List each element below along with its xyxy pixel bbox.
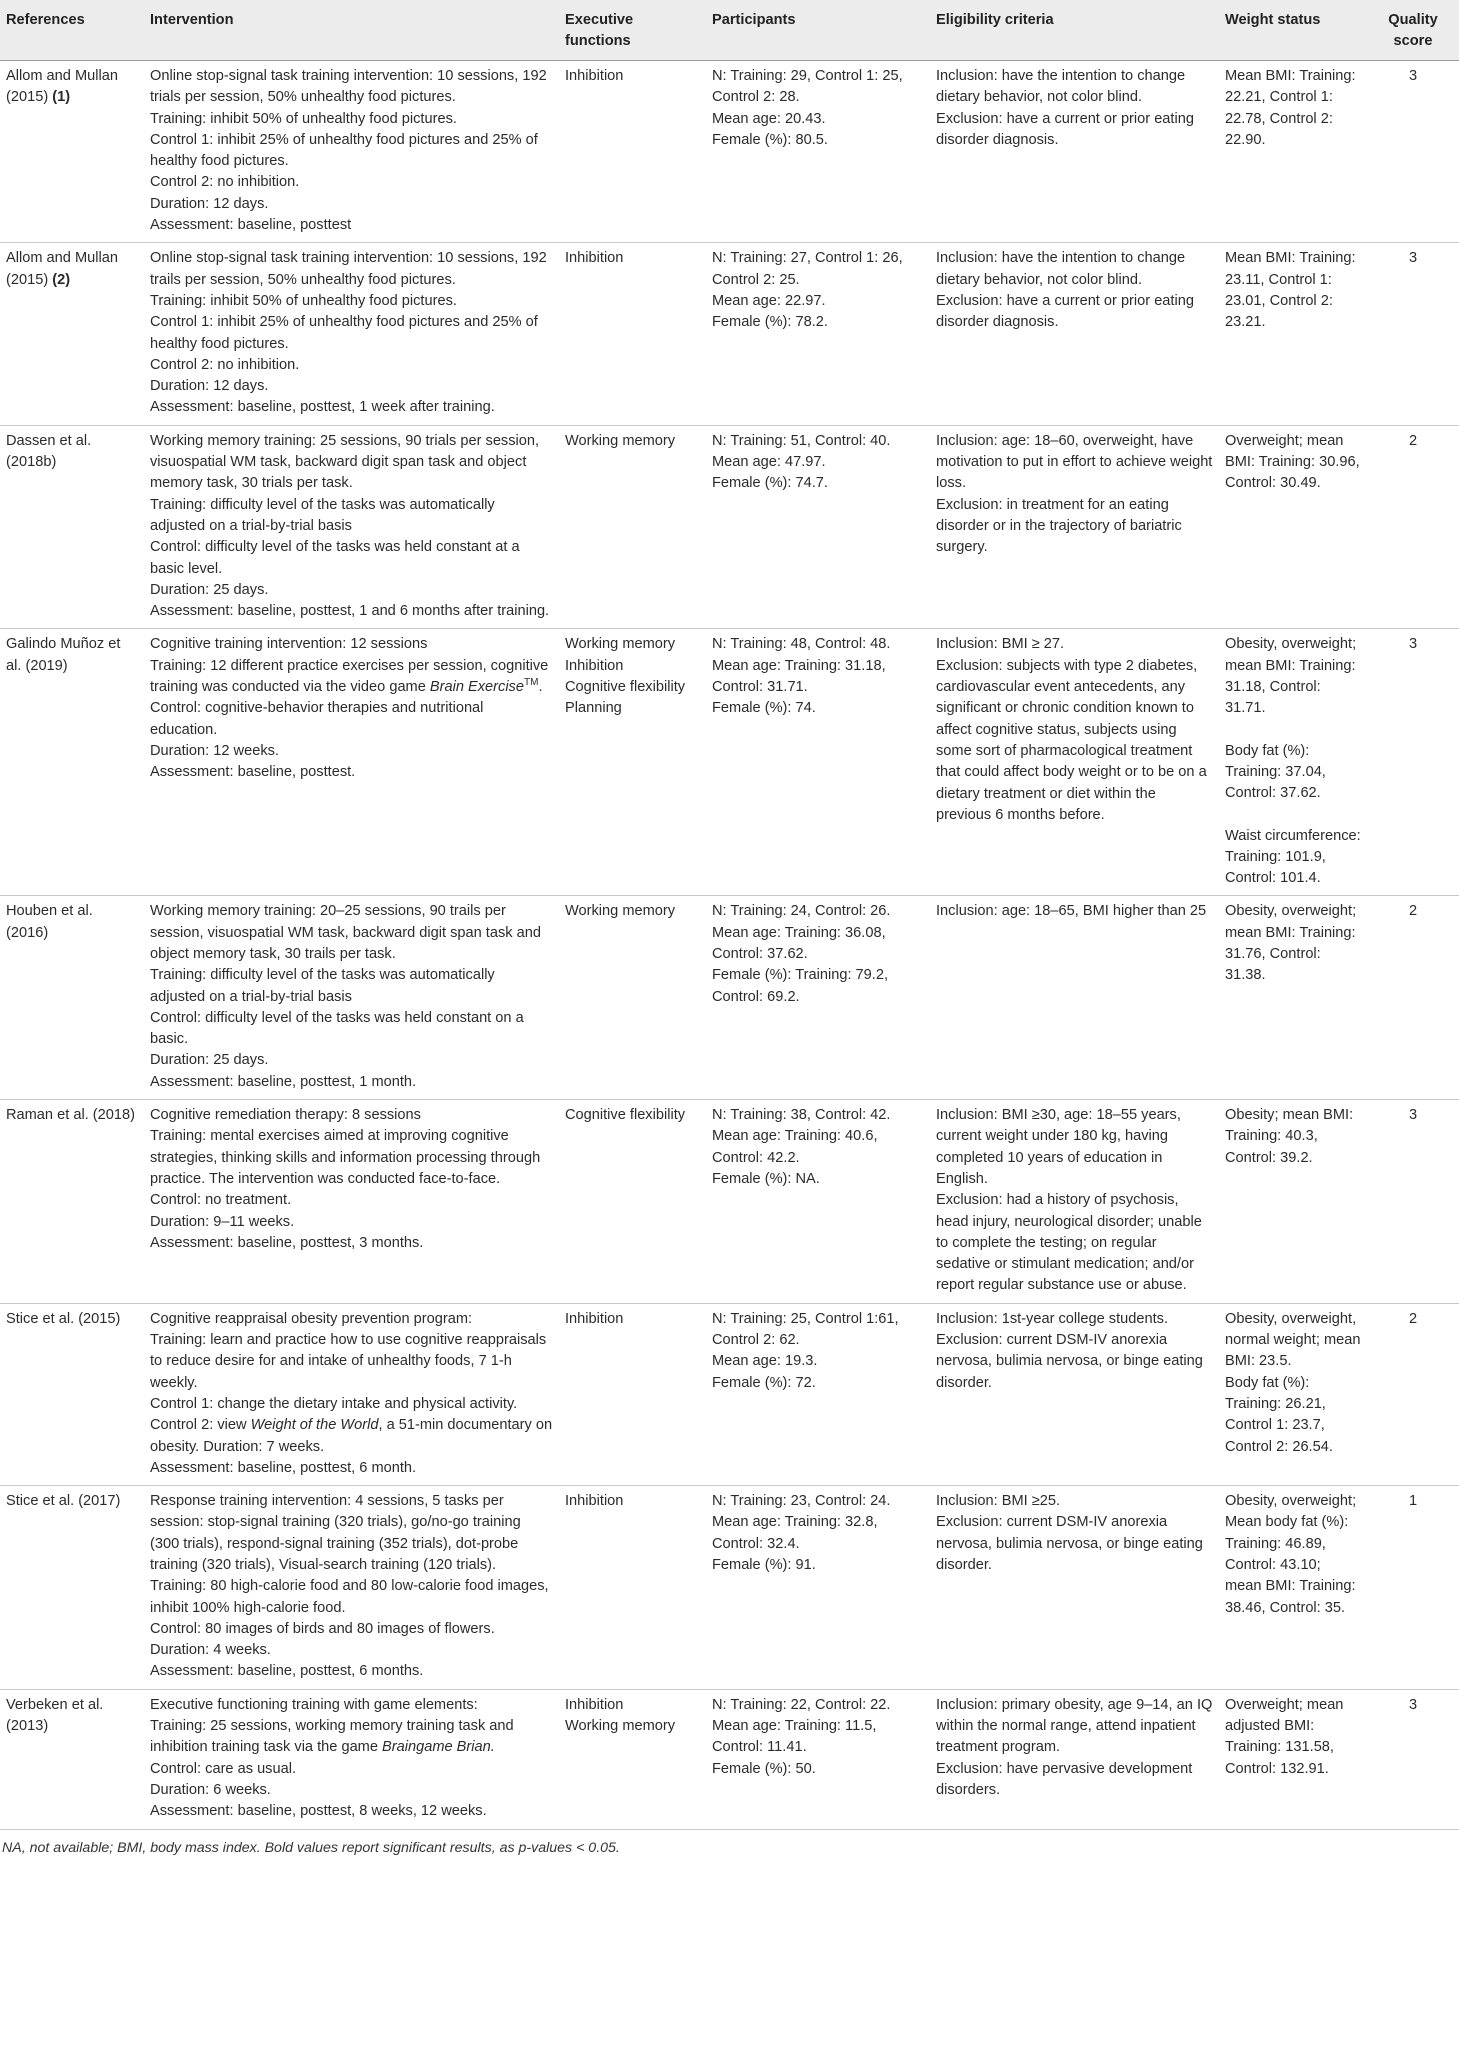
intervention-line: Duration: 25 days. [150,581,269,598]
intervention-line: Training: 12 different practice exercises per session, cognitive training was conducted via the video game Brain Exercise™. [150,657,549,696]
intervention-cell [144,896,559,1100]
intervention-cell [144,1303,559,1485]
reference-cell [0,1303,144,1485]
reference-text: Stice et al. (2015) [6,1310,121,1327]
participants-cell [706,1689,930,1829]
intervention-line: Assessment: baseline, posttest, 8 weeks, 12 weeks. [150,1803,487,1820]
intervention-line: Duration: 25 days. [150,1052,269,1069]
reference-suffix: (2) [52,271,71,288]
participants-line: Mean age: 20.43. [712,110,826,127]
intervention-line: Training: difficulty level of the tasks was automatically adjusted on a trial-by-trial basis [150,496,495,534]
participants-cell [706,61,930,243]
eligibility-line: Inclusion: BMI ≥ 27. [936,636,1065,653]
eligibility-line: Exclusion: in treatment for an eating disorder or in the trajectory of bariatric surgery. [936,496,1182,556]
functions-cell [559,243,706,425]
reference-cell [0,1100,144,1304]
participants-line: Female (%): 91. [712,1557,816,1573]
function-item: Working memory [565,903,676,920]
weight-cell [1219,1486,1367,1690]
intervention-line: Duration: 12 days. [150,378,269,395]
intervention-text: , a 51-min documentary on obesity. Duration: 7 weeks. [150,1417,553,1455]
header-row [0,0,1459,61]
quality-score: 3 [1367,1689,1459,1829]
eligibility-line: Exclusion: current DSM-IV anorexia nervosa, bulimia nervosa, or binge eating disorder. [936,1514,1203,1573]
table-row [0,243,1459,425]
reference-cell [0,1486,144,1690]
participants-line: N: Training: 29, Control 1: 25, Control 2: 28. [712,68,903,106]
col-header-quality-score: Quality score [1367,0,1459,61]
intervention-cell [144,243,559,425]
intervention-line: Working memory training: 25 sessions, 90 trials per session, visuospatial WM task, backward digit span task and object memory task, 30 trials per task. [150,432,540,492]
reference-text: Raman et al. (2018) [6,1107,135,1124]
intervention-line: Training: learn and practice how to use cognitive reappraisals to reduce desire for and intake of unhealthy foods, 7 1-h weekly. [150,1332,547,1391]
eligibility-line: Exclusion: have a current or prior eating disorder diagnosis. [936,292,1194,331]
intervention-line: Training: 80 high-calorie food and 80 low-calorie food images, inhibit 100% high-calorie food. [150,1578,549,1616]
intervention-text: Control 2: view [150,1417,247,1434]
intervention-line: Control 2: no inhibition. [150,356,300,373]
participants-line: Mean age: Training: 31.18, Control: 31.71. [712,657,886,696]
function-item: Working memory [565,1718,676,1735]
table-row [0,1303,1459,1485]
function-item: Inhibition [565,68,624,84]
participants-line: Mean age: 22.97. [712,292,826,309]
intervention-line: Assessment: baseline, posttest. [150,764,356,781]
participants-cell [706,243,930,425]
col-header-intervention: Intervention [144,0,559,61]
intervention-text: Training: 12 different practice exercises per session, cognitive training was conducted via the video game [150,657,549,696]
quality-score: 2 [1367,425,1459,629]
eligibility-line: Inclusion: have the intention to change dietary behavior, not color blind. [936,68,1186,106]
participants-line: N: Training: 23, Control: 24. [712,1493,891,1510]
reference-text: Dassen et al. (2018b) [6,432,92,471]
functions-cell [559,61,706,243]
eligibility-cell [930,1100,1219,1304]
eligibility-line: Exclusion: current DSM-IV anorexia nervosa, bulimia nervosa, or binge eating disorder. [936,1332,1203,1391]
participants-line: Female (%): 72. [712,1374,816,1391]
col-header-eligibility: Eligibility criteria [930,0,1219,61]
weight-cell [1219,61,1367,243]
participants-line: Female (%): 74.7. [712,475,828,492]
intervention-line: Assessment: baseline, posttest, 1 week after training. [150,399,495,416]
participants-line: N: Training: 38, Control: 42. [712,1107,891,1124]
weight-cell [1219,1303,1367,1485]
quality-score: 1 [1367,1486,1459,1690]
participants-line: Mean age: Training: 32.8, Control: 32.4. [712,1514,878,1552]
eligibility-cell [930,61,1219,243]
weight-line: Body fat (%): Training: 26.21, Control 1: 23.7, Control 2: 26.54. [1225,1374,1333,1455]
eligibility-cell [930,1303,1219,1485]
functions-cell [559,629,706,896]
intervention-line: Control 1: inhibit 25% of unhealthy food pictures and 25% of healthy food pictures. [150,314,538,352]
intervention-line: Control: difficulty level of the tasks was held constant on a basic. [150,1009,524,1048]
weight-line: Overweight; mean BMI: Training: 30.96, Control: 30.49. [1225,432,1360,492]
participants-cell [706,425,930,629]
quality-score: 3 [1367,1100,1459,1304]
eligibility-line: Inclusion: BMI ≥25. [936,1493,1061,1510]
weight-line: Obesity, overweight; Mean body fat (%): Training: 46.89, Control: 43.10; mean BMI: Training: 38.46, Control: 35. [1225,1493,1357,1616]
functions-cell [559,1689,706,1829]
reference-text: Galindo Muñoz et al. (2019) [6,636,121,674]
intervention-line: Duration: 6 weeks. [150,1781,271,1798]
quality-score: 3 [1367,61,1459,243]
weight-cell [1219,1100,1367,1304]
eligibility-cell [930,896,1219,1100]
col-header-weight-status: Weight status [1219,0,1367,61]
participants-line: N: Training: 51, Control: 40. [712,432,891,449]
intervention-line: Control 1: change the dietary intake and physical activity. [150,1395,518,1412]
reference-cell [0,425,144,629]
reference-cell [0,61,144,243]
intervention-text: Training: 25 sessions, working memory training task and inhibition training task via the game [150,1718,514,1756]
participants-cell [706,1303,930,1485]
intervention-cell [144,61,559,243]
intervention-line: Cognitive reappraisal obesity prevention program: [150,1310,473,1327]
intervention-line: Assessment: baseline, posttest, 1 month. [150,1073,417,1090]
intervention-cell [144,1100,559,1304]
intervention-line: Control: cognitive-behavior therapies and nutritional education. [150,700,484,738]
quality-score: 3 [1367,629,1459,896]
function-item: Working memory [565,636,676,653]
intervention-line: Duration: 4 weeks. [150,1642,271,1659]
col-header-references: References [0,0,144,61]
film-name: Weight of the World [250,1417,379,1434]
eligibility-cell [930,1689,1219,1829]
quality-score: 2 [1367,896,1459,1100]
table-row [0,61,1459,243]
col-header-executive-functions: Executive functions [559,0,706,61]
weight-cell [1219,425,1367,629]
eligibility-line: Inclusion: 1st-year college students. [936,1310,1169,1327]
eligibility-line: Exclusion: have a current or prior eating disorder diagnosis. [936,110,1194,148]
reference-cell [0,1689,144,1829]
participants-line: Mean age: Training: 36.08, Control: 37.62. [712,924,886,962]
function-item: Inhibition [565,657,624,674]
reference-cell [0,629,144,896]
function-item: Planning [565,700,622,717]
eligibility-line: Inclusion: age: 18–60, overweight, have motivation to put in effort to achieve weight loss. [936,432,1213,492]
participants-cell [706,629,930,896]
eligibility-line: Inclusion: primary obesity, age 9–14, an IQ within the normal range, attend inpatient treatment program. [936,1696,1213,1756]
intervention-line: Training: mental exercises aimed at improving cognitive strategies, thinking skills and information processing through practice. The intervention was conducted face-to-face. [150,1128,541,1187]
table-row [0,1100,1459,1304]
weight-line: Obesity, overweight, normal weight; mean BMI: 23.5. [1225,1310,1361,1370]
trademark-mark: TM [523,677,539,689]
functions-cell [559,1303,706,1485]
weight-cell [1219,243,1367,425]
reference-text: Houben et al. (2016) [6,903,93,941]
eligibility-cell [930,243,1219,425]
intervention-line: Executive functioning training with game elements: [150,1696,478,1713]
weight-line: Waist circumference: Training: 101.9, Control: 101.4. [1225,827,1361,887]
intervention-line: Training: inhibit 50% of unhealthy food pictures. [150,110,457,127]
reference-cell [0,243,144,425]
intervention-line: Control: no treatment. [150,1192,292,1209]
weight-line: Obesity, overweight; mean BMI: Training: 31.76, Control: 31.38. [1225,903,1357,984]
intervention-line: Assessment: baseline, posttest [150,217,352,234]
eligibility-line: Exclusion: have pervasive development disorders. [936,1760,1193,1798]
participants-line: N: Training: 22, Control: 22. [712,1696,891,1713]
intervention-line [150,1716,553,1759]
quality-score: 2 [1367,1303,1459,1485]
table-row [0,425,1459,629]
weight-cell [1219,629,1367,896]
table-footnote: NA, not available; BMI, body mass index. Bold values report significant results, as p-values < 0.05. [2,1839,620,1856]
eligibility-line: Exclusion: had a history of psychosis, head injury, neurological disorder; unable to complete the testing; on regular sedative or stimulant medication; and/or report regular substance use or abuse. [936,1192,1202,1294]
weight-line: Mean BMI: Training: 23.11, Control 1: 23.01, Control 2: 23.21. [1225,250,1356,331]
intervention-line: Control 1: inhibit 25% of unhealthy food pictures and 25% of healthy food pictures. [150,131,538,170]
table-row [0,1689,1459,1829]
game-name: Brain Exercise [429,679,524,696]
participants-line: N: Training: 25, Control 1:61, Control 2: 62. [712,1310,899,1349]
participants-line: N: Training: 27, Control 1: 26, Control 2: 25. [712,250,903,288]
participants-line: Mean age: Training: 40.6, Control: 42.2. [712,1128,878,1166]
intervention-line: Working memory training: 20–25 sessions, 90 trails per session, visuospatial WM task, backward digit span task and object memory task, 30 trails per task. [150,903,541,962]
intervention-line: Assessment: baseline, posttest, 3 months. [150,1234,424,1251]
participants-line: Mean age: 47.97. [712,454,826,471]
intervention-line: Control: difficulty level of the tasks was held constant at a basic level. [150,539,520,577]
intervention-line: Response training intervention: 4 sessions, 5 tasks per session: stop-signal training (320 trials), go/no-go training (300 trials), respond-signal training (352 trials), dot-probe training (320 trials), Visual-search training (120 trials). [150,1493,521,1573]
weight-line: Body fat (%): Training: 37.04, Control: 37.62. [1225,742,1326,802]
functions-cell [559,1100,706,1304]
reference-text: Allom and Mullan (2015) [6,68,118,106]
function-item: Cognitive flexibility [565,679,686,696]
table-row [0,896,1459,1100]
participants-cell [706,1486,930,1690]
intervention-line: Online stop-signal task training intervention: 10 sessions, 192 trails per session, 50% unhealthy food pictures. [150,250,547,288]
eligibility-line: Inclusion: BMI ≥30, age: 18–55 years, current weight under 180 kg, having completed 10 years of education in English. [936,1107,1181,1187]
eligibility-line: Exclusion: subjects with type 2 diabetes, cardiovascular event antecedents, any significant or chronic condition known to affect cognitive status, subjects using some sort of pharmacological treatment that could affect body weight or to be on a dietary treatment or diet within the previous 6 months before. [936,657,1207,823]
participants-line: N: Training: 48, Control: 48. [712,636,891,653]
function-item: Working memory [565,432,676,449]
intervention-line: Cognitive remediation therapy: 8 sessions [150,1107,421,1124]
participants-line: Female (%): 80.5. [712,131,828,148]
intervention-line: Duration: 12 days. [150,195,269,212]
table-row [0,1486,1459,1690]
eligibility-line: Inclusion: age: 18–65, BMI higher than 25 [936,903,1207,920]
functions-cell [559,896,706,1100]
col-header-participants: Participants [706,0,930,61]
quality-score: 3 [1367,243,1459,425]
weight-line: Obesity; mean BMI: Training: 40.3, Control: 39.2. [1225,1107,1354,1166]
reference-text: Allom and Mullan (2015) [6,250,118,288]
reference-cell [0,896,144,1100]
game-name: Braingame Brian. [382,1739,495,1756]
participants-line: Mean age: 19.3. [712,1353,818,1370]
participants-cell [706,1100,930,1304]
function-item: Inhibition [565,1310,624,1327]
weight-line: Overweight; mean adjusted BMI: Training: 131.58, Control: 132.91. [1225,1696,1344,1777]
intervention-line: Assessment: baseline, posttest, 1 and 6 months after training. [150,603,550,620]
intervention-line: Control: care as usual. [150,1760,297,1777]
intervention-line: Assessment: baseline, posttest, 6 months. [150,1663,424,1680]
intervention-line: Control: 80 images of birds and 80 images of flowers. [150,1620,495,1637]
reference-text: Stice et al. (2017) [6,1493,121,1510]
weight-cell [1219,1689,1367,1829]
intervention-cell [144,1486,559,1690]
intervention-cell [144,425,559,629]
eligibility-line: Inclusion: have the intention to change dietary behavior, not color blind. [936,250,1186,288]
eligibility-cell [930,1486,1219,1690]
participants-line: Female (%): 78.2. [712,314,828,331]
intervention-cell [144,1689,559,1829]
table-row [0,629,1459,896]
participants-line: Female (%): Training: 79.2, Control: 69.2. [712,967,889,1005]
weight-cell [1219,896,1367,1100]
weight-line: Mean BMI: Training: 22.21, Control 1: 22.78, Control 2: 22.90. [1225,68,1356,148]
intervention-line: Training: inhibit 50% of unhealthy food pictures. [150,292,457,309]
reference-text: Verbeken et al. (2013) [6,1696,104,1735]
functions-cell [559,1486,706,1690]
participants-line: Female (%): 50. [712,1760,816,1777]
reference-suffix: (1) [52,89,71,106]
intervention-line: Cognitive training intervention: 12 sessions [150,636,428,653]
intervention-line: Online stop-signal task training intervention: 10 sessions, 192 trials per session, 50% unhealthy food pictures. [150,68,547,106]
eligibility-cell [930,425,1219,629]
intervention-line: Assessment: baseline, posttest, 6 month. [150,1459,417,1476]
function-item: Inhibition [565,1696,624,1713]
intervention-line [150,1415,553,1458]
intervention-line: Duration: 12 weeks. [150,742,279,759]
intervention-line: Control 2: no inhibition. [150,174,300,191]
functions-cell [559,425,706,629]
intervention-line: Duration: 9–11 weeks. [150,1213,295,1230]
participants-line: Female (%): 74. [712,700,816,717]
function-item: Inhibition [565,1493,624,1510]
weight-line: Obesity, overweight; mean BMI: Training: 31.18, Control: 31.71. [1225,636,1357,717]
function-item: Cognitive flexibility [565,1107,686,1124]
participants-line: N: Training: 24, Control: 26. [712,903,891,920]
eligibility-cell [930,629,1219,896]
function-item: Inhibition [565,250,624,267]
intervention-cell [144,629,559,896]
participants-line: Female (%): NA. [712,1170,820,1187]
participants-line: Mean age: Training: 11.5, Control: 11.41. [712,1718,877,1756]
intervention-line: Training: difficulty level of the tasks was automatically adjusted on a trial-by-trial basis [150,967,495,1005]
participants-cell [706,896,930,1100]
